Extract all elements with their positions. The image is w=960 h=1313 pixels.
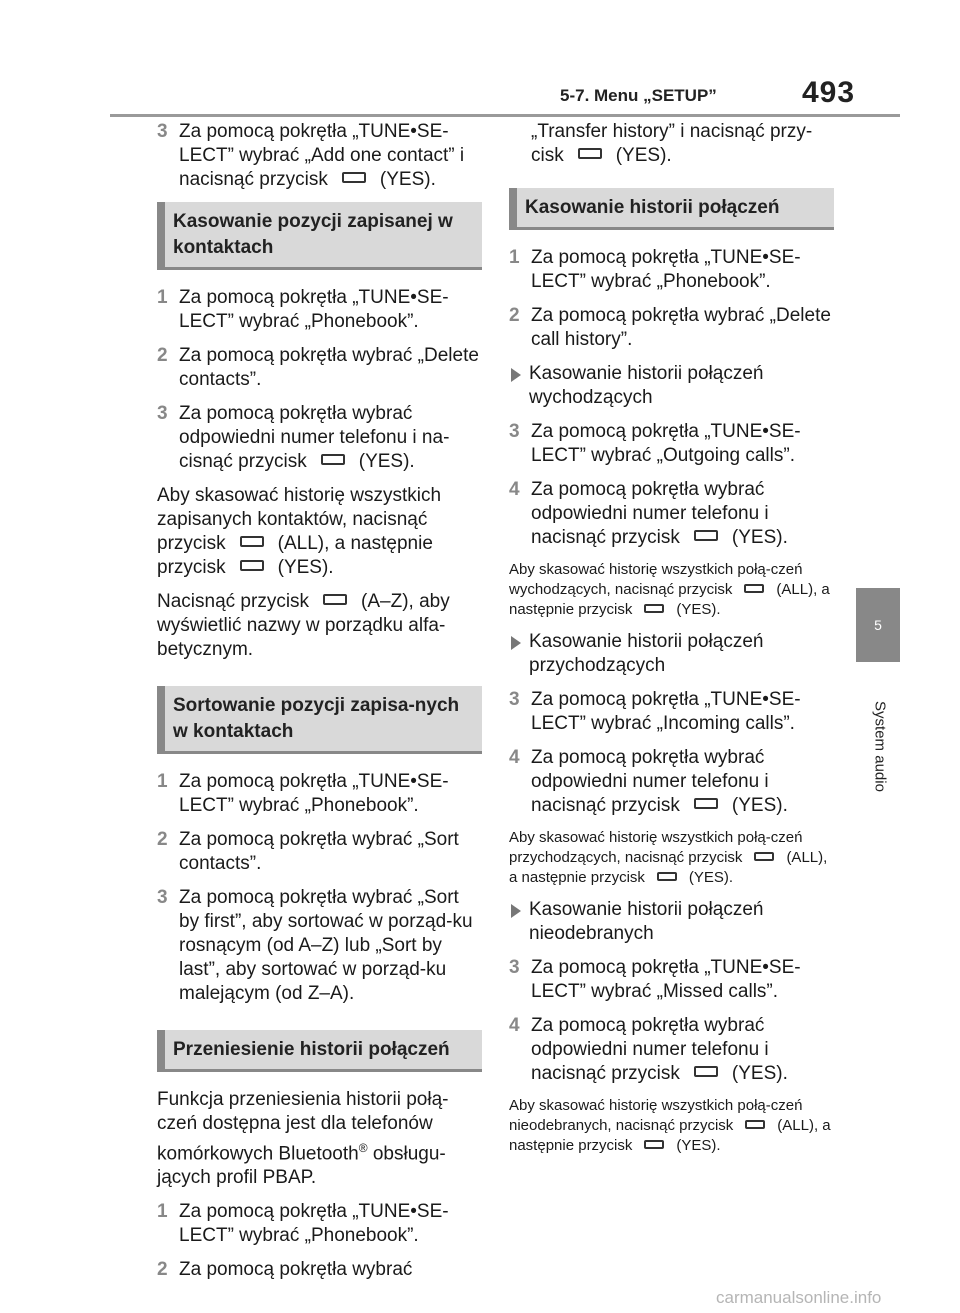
para-text: (YES). <box>277 557 334 578</box>
subsection-bullet <box>509 898 834 946</box>
button-icon <box>240 560 264 571</box>
subsection-bullet <box>509 630 834 678</box>
step <box>157 886 482 1006</box>
right-column <box>509 120 834 1166</box>
triangle-icon <box>511 368 521 382</box>
note <box>509 560 834 620</box>
note <box>509 1096 834 1156</box>
step-text: Za pomocą pokrętła wybrać odpowiedni numer telefonu i nacisnąć przycisk <box>531 1015 769 1084</box>
button-icon <box>342 172 366 183</box>
step <box>157 344 482 392</box>
step <box>509 478 834 550</box>
step <box>509 420 834 468</box>
para-text: obsługu-jących profil PBAP. <box>157 1143 446 1189</box>
step-number: 2 <box>157 829 168 850</box>
step-text: Za pomocą pokrętła wybrać odpowiedni numer telefonu i nacisnąć przycisk <box>531 747 769 816</box>
button-icon <box>745 1120 765 1129</box>
step-text: Za pomocą pokrętła „TUNE•SE-LECT” wybrać „Missed calls”. <box>531 957 801 1002</box>
button-icon <box>644 604 664 613</box>
step-number: 1 <box>157 287 168 308</box>
left-column <box>157 120 482 1292</box>
step <box>509 746 834 818</box>
note-text: (ALL), a następnie przycisk <box>509 581 830 618</box>
section-heading: Kasowanie historii połączeń <box>509 188 834 230</box>
step-number: 3 <box>157 403 168 424</box>
step-number: 3 <box>509 957 520 978</box>
para-text: Funkcja przeniesienia historii połą-czeń dostępna jest dla telefonów komórkowych Bluetooth <box>157 1089 449 1165</box>
step <box>157 120 482 192</box>
para-text: (ALL), a następnie przycisk <box>157 533 433 578</box>
step-number: 2 <box>509 305 520 326</box>
para-text: (A–Z), aby wyświetlić nazwy w porządku alfa-betycznym. <box>157 591 450 660</box>
step-text: (YES). <box>379 169 436 190</box>
button-icon <box>578 148 602 159</box>
step-number: 4 <box>509 1015 520 1036</box>
step-text: Za pomocą pokrętła wybrać odpowiedni numer telefonu i na-cisnąć przycisk <box>179 403 450 472</box>
step-text: (YES). <box>731 795 788 816</box>
step-text: Za pomocą pokrętła wybrać odpowiedni numer telefonu i nacisnąć przycisk <box>531 479 769 548</box>
step-number: 3 <box>509 421 520 442</box>
triangle-icon <box>511 904 521 918</box>
chapter-label-text: System audio <box>871 701 889 792</box>
note-text: Aby skasować historię wszystkich połą-czeń nieodebranych, nacisnąć przycisk <box>509 1097 803 1134</box>
note-text: (ALL), a następnie przycisk <box>509 849 828 886</box>
step-number: 3 <box>509 689 520 710</box>
step <box>509 304 834 352</box>
para-text: Aby skasować historię wszystkich zapisanych kontaktów, nacisnąć przycisk <box>157 485 442 554</box>
section-heading: Kasowanie pozycji zapisanej w kontaktach <box>157 202 482 270</box>
step-text: (YES). <box>358 451 415 472</box>
section-title: 5-7. Menu „SETUP” <box>560 86 717 105</box>
bullet-text: Kasowanie historii połączeń przychodzących <box>529 631 764 676</box>
button-icon <box>321 454 345 465</box>
step-number: 2 <box>157 1259 168 1281</box>
step <box>509 688 834 736</box>
note-text: (ALL), a następnie przycisk <box>509 1117 831 1154</box>
note-text: (YES). <box>676 601 721 618</box>
step-text: Za pomocą pokrętła „TUNE•SE-LECT” wybrać „Phonebook”. <box>531 247 801 292</box>
step-text: Za pomocą pokrętła wybrać „Delete call history”. <box>531 305 831 350</box>
triangle-icon <box>511 636 521 650</box>
step <box>157 402 482 474</box>
chapter-tab: 5 <box>856 588 900 662</box>
step-number: 3 <box>157 887 168 908</box>
step-text: Za pomocą pokrętła „TUNE•SE-LECT” wybrać „Phonebook”. <box>179 771 449 816</box>
step-number: 4 <box>509 747 520 768</box>
step-number: 1 <box>509 247 520 268</box>
step <box>509 956 834 1004</box>
step-text: (YES). <box>731 1063 788 1084</box>
paragraph <box>157 1088 482 1190</box>
step <box>157 1200 482 1248</box>
bullet-text: Kasowanie historii połączeń nieodebranych <box>529 899 764 944</box>
header-rule <box>110 114 900 117</box>
step <box>157 828 482 876</box>
page-number: 493 <box>802 76 856 109</box>
step-number: 1 <box>157 771 168 792</box>
step-number: 2 <box>157 345 168 366</box>
paragraph <box>509 120 834 168</box>
step-text: Za pomocą pokrętła wybrać <box>179 1259 413 1281</box>
button-icon <box>657 872 677 881</box>
button-icon <box>694 530 718 541</box>
section-heading: Przeniesienie historii połączeń <box>157 1030 482 1072</box>
para-text: Nacisnąć przycisk <box>157 591 310 612</box>
watermark: carmanualsonline.info <box>716 1288 882 1307</box>
step-text: Za pomocą pokrętła wybrać „Sort by first”, aby sortować w porząd-ku rosnącym (od A–Z) lub „Sort by last”, aby sortować w porząd-ku malejącym (od Z–A). <box>179 887 473 1004</box>
button-icon <box>694 1066 718 1077</box>
paragraph <box>157 484 482 580</box>
step-number: 1 <box>157 1201 168 1223</box>
bullet-text: Kasowanie historii połączeń wychodzących <box>529 363 764 408</box>
step-text: Za pomocą pokrętła wybrać „Sort contacts”. <box>179 829 459 874</box>
subsection-bullet <box>509 362 834 410</box>
step-text: Za pomocą pokrętła wybrać „Delete contacts”. <box>179 345 479 390</box>
step-number: 4 <box>509 479 520 500</box>
note-text: (YES). <box>676 1137 721 1154</box>
step-text: Za pomocą pokrętła „TUNE•SE-LECT” wybrać „Outgoing calls”. <box>531 421 801 466</box>
chapter-label <box>870 678 890 818</box>
section-heading: Sortowanie pozycji zapisa-nych w kontaktach <box>157 686 482 754</box>
para-text: „Transfer history” i nacisnąć przy-cisk <box>531 121 813 166</box>
step-text: Za pomocą pokrętła „TUNE•SE-LECT” wybrać „Phonebook”. <box>179 1201 449 1247</box>
step-text: Za pomocą pokrętła „TUNE•SE-LECT” wybrać „Add one contact” i nacisnąć przycisk <box>179 121 465 190</box>
registered-mark: ® <box>358 1141 368 1155</box>
step-text: Za pomocą pokrętła „TUNE•SE-LECT” wybrać „Phonebook”. <box>179 287 449 332</box>
button-icon <box>694 798 718 809</box>
step <box>157 770 482 818</box>
note-text: (YES). <box>688 869 734 886</box>
step-number: 3 <box>157 121 168 142</box>
step <box>157 286 482 334</box>
button-icon <box>323 594 347 605</box>
button-icon <box>240 536 264 547</box>
note-text: Aby skasować historię wszystkich połą-czeń wychodzących, nacisnąć przycisk <box>509 561 803 598</box>
step-text: Za pomocą pokrętła „TUNE•SE-LECT” wybrać „Incoming calls”. <box>531 689 801 734</box>
step-text: (YES). <box>731 527 788 548</box>
note-text: Aby skasować historię wszystkich połą-czeń przychodzących, nacisnąć przycisk <box>509 829 803 866</box>
button-icon <box>644 1140 664 1149</box>
paragraph <box>157 590 482 662</box>
note <box>509 828 834 888</box>
step <box>509 246 834 294</box>
para-text: (YES). <box>615 145 672 166</box>
step <box>509 1014 834 1086</box>
button-icon <box>744 584 764 593</box>
step <box>157 1258 482 1282</box>
button-icon <box>754 852 774 861</box>
